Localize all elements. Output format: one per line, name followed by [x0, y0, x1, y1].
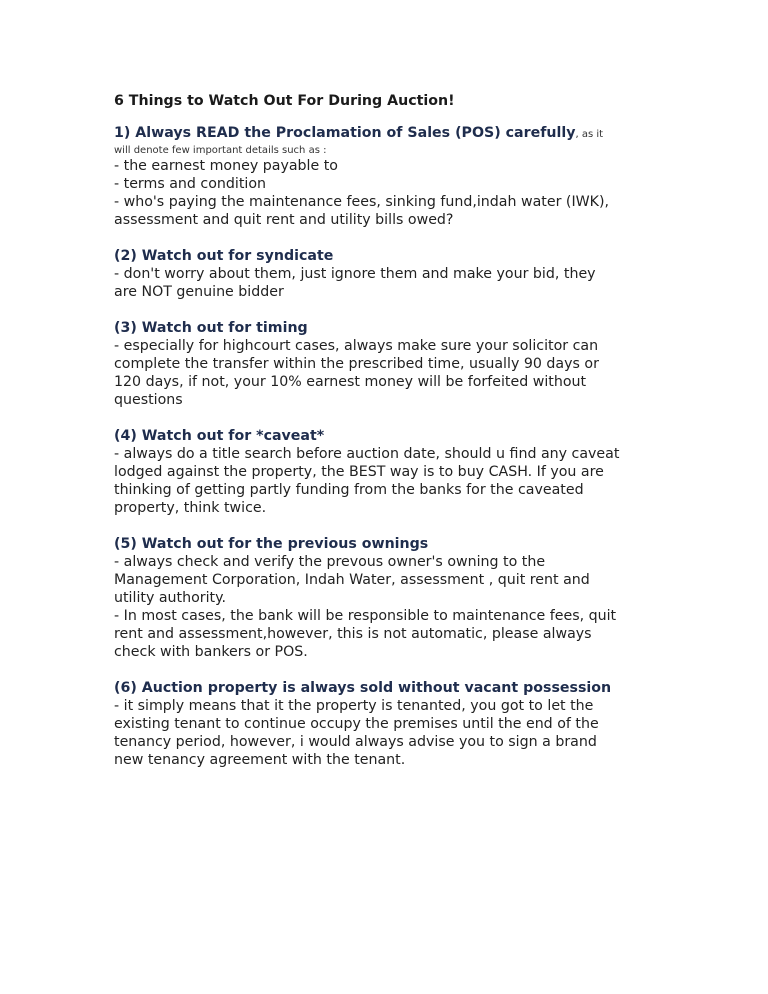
section-1 — [114, 124, 674, 229]
section-line: rent and assessment,however, this is not automatic, please always — [114, 626, 592, 642]
section-line: utility authority. — [114, 590, 226, 606]
section-heading: (4) Watch out for *caveat* — [114, 428, 325, 444]
section-line: tenancy period, however, i would always advise you to sign a brand — [114, 734, 597, 750]
section-line: complete the transfer within the prescribed time, usually 90 days or — [114, 356, 599, 372]
section-heading — [114, 124, 674, 144]
section-2 — [114, 247, 674, 301]
section-line: check with bankers or POS. — [114, 644, 308, 660]
section-heading: (5) Watch out for the previous ownings — [114, 536, 429, 552]
section-line: - always check and verify the prevous owner's owning to the — [114, 554, 546, 570]
section-line: lodged against the property, the BEST way is to buy CASH. If you are — [114, 464, 604, 480]
section-line: thinking of getting partly funding from the banks for the caveated — [114, 482, 584, 498]
section-heading: (2) Watch out for syndicate — [114, 248, 334, 264]
section-line: are NOT genuine bidder — [114, 284, 284, 300]
section-6 — [114, 679, 674, 769]
section-heading: (6) Auction property is always sold without vacant possession — [114, 680, 612, 696]
section-note: will denote few important details such as : — [114, 145, 327, 156]
section-4 — [114, 427, 674, 517]
document-title: 6 Things to Watch Out For During Auction! — [114, 93, 455, 109]
section-line: - always do a title search before auction date, should u find any caveat — [114, 446, 620, 462]
section-line: - it simply means that it the property is tenanted, you got to let the — [114, 698, 594, 714]
section-line: - especially for highcourt cases, always make sure your solicitor can — [114, 338, 599, 354]
section-line: existing tenant to continue occupy the premises until the end of the — [114, 716, 599, 732]
section-line: - the earnest money payable to — [114, 158, 338, 174]
section-heading-text: 1) Always READ the Proclamation of Sales (POS) carefully — [114, 125, 576, 141]
section-line: property, think twice. — [114, 500, 267, 516]
section-line: - don't worry about them, just ignore them and make your bid, they — [114, 266, 596, 282]
document-page — [114, 92, 674, 787]
section-3 — [114, 319, 674, 409]
section-heading: (3) Watch out for timing — [114, 320, 308, 336]
section-line: - who's paying the maintenance fees, sinking fund,indah water (IWK), — [114, 194, 610, 210]
section-line: assessment and quit rent and utility bills owed? — [114, 212, 454, 228]
section-line: new tenancy agreement with the tenant. — [114, 752, 406, 768]
section-line: 120 days, if not, your 10% earnest money will be forfeited without — [114, 374, 587, 390]
section-line: questions — [114, 392, 183, 408]
section-heading-suffix: , as it — [575, 129, 604, 140]
section-5 — [114, 535, 674, 661]
section-line: Management Corporation, Indah Water, assessment , quit rent and — [114, 572, 590, 588]
section-line: - In most cases, the bank will be responsible to maintenance fees, quit — [114, 608, 617, 624]
section-line: - terms and condition — [114, 176, 267, 192]
